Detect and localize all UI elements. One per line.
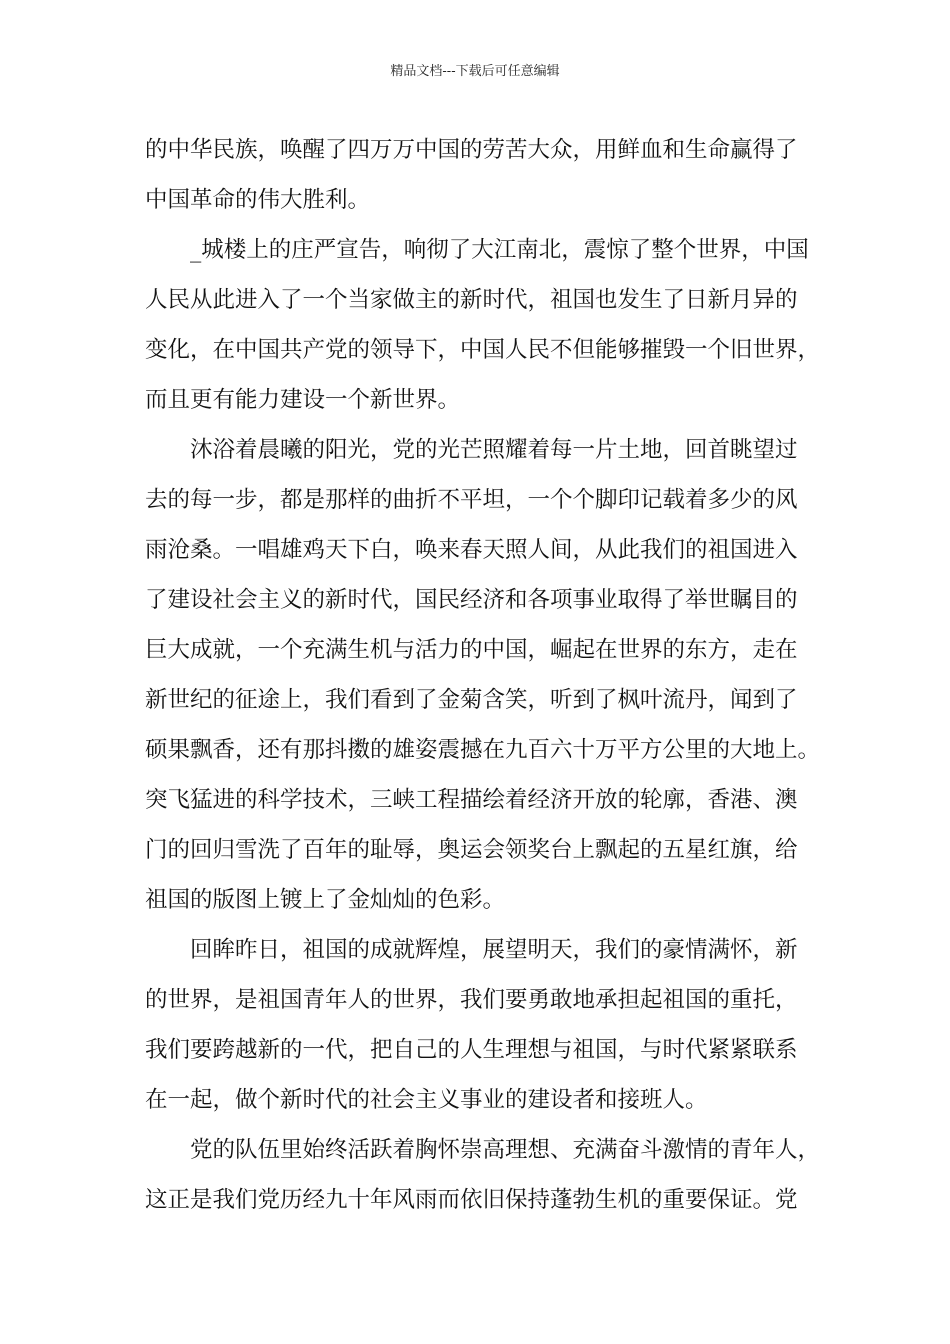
text-line: 这正是我们党历经九十年风雨而依旧保持蓬勃生机的重要保证。党 (145, 1187, 798, 1213)
text-line: 的中华民族，唤醒了四万万中国的劳苦大众，用鲜血和生命赢得了 (145, 137, 798, 163)
text-line: 的世界，是祖国青年人的世界，我们要勇敢地承担起祖国的重托， (145, 987, 798, 1013)
paragraph-first-line: 党的队伍里始终活跃着胸怀崇高理想、充满奋斗激情的青年人， (190, 1137, 821, 1163)
text-line: 人民从此进入了一个当家做主的新时代，祖国也发生了日新月异的 (145, 287, 798, 313)
text-line: 突飞猛进的科学技术，三峡工程描绘着经济开放的轮廓，香港、澳 (145, 787, 798, 813)
text-line: 祖国的版图上镀上了金灿灿的色彩。 (145, 887, 506, 913)
document-body (145, 125, 820, 1225)
text-line: 变化，在中国共产党的领导下，中国人民不但能够摧毁一个旧世界， (145, 337, 821, 363)
text-line: 硕果飘香，还有那抖擞的雄姿震撼在九百六十万平方公里的大地上。 (145, 737, 821, 763)
text-line: 巨大成就，一个充满生机与活力的中国，崛起在世界的东方，走在 (145, 637, 798, 663)
text-line: 门的回归雪洗了百年的耻辱，奥运会领奖台上飘起的五星红旗，给 (145, 837, 798, 863)
paragraph-first-line: 回眸昨日，祖国的成就辉煌，展望明天，我们的豪情满怀，新 (190, 937, 798, 963)
text-line: 而且更有能力建设一个新世界。 (145, 387, 461, 413)
text-line: 了建设社会主义的新时代，国民经济和各项事业取得了举世瞩目的 (145, 587, 798, 613)
paragraph-first-line: 沐浴着晨曦的阳光，党的光芒照耀着每一片土地，回首眺望过 (190, 437, 798, 463)
page-header: 精品文档---下载后可任意编辑 (390, 64, 560, 79)
text-line: 去的每一步，都是那样的曲折不平坦，一个个脚印记载着多少的风 (145, 487, 798, 513)
text-line: 雨沧桑。一唱雄鸡天下白，唤来春天照人间，从此我们的祖国进入 (145, 537, 798, 563)
paragraph-first-line: _城楼上的庄严宣告，响彻了大江南北，震惊了整个世界，中国 (190, 237, 809, 263)
text-line: 中国革命的伟大胜利。 (145, 187, 371, 213)
text-line: 我们要跨越新的一代，把自己的人生理想与祖国，与时代紧紧联系 (145, 1037, 798, 1063)
text-line: 在一起，做个新时代的社会主义事业的建设者和接班人。 (145, 1087, 708, 1113)
text-line: 新世纪的征途上，我们看到了金菊含笑，听到了枫叶流丹，闻到了 (145, 687, 798, 713)
